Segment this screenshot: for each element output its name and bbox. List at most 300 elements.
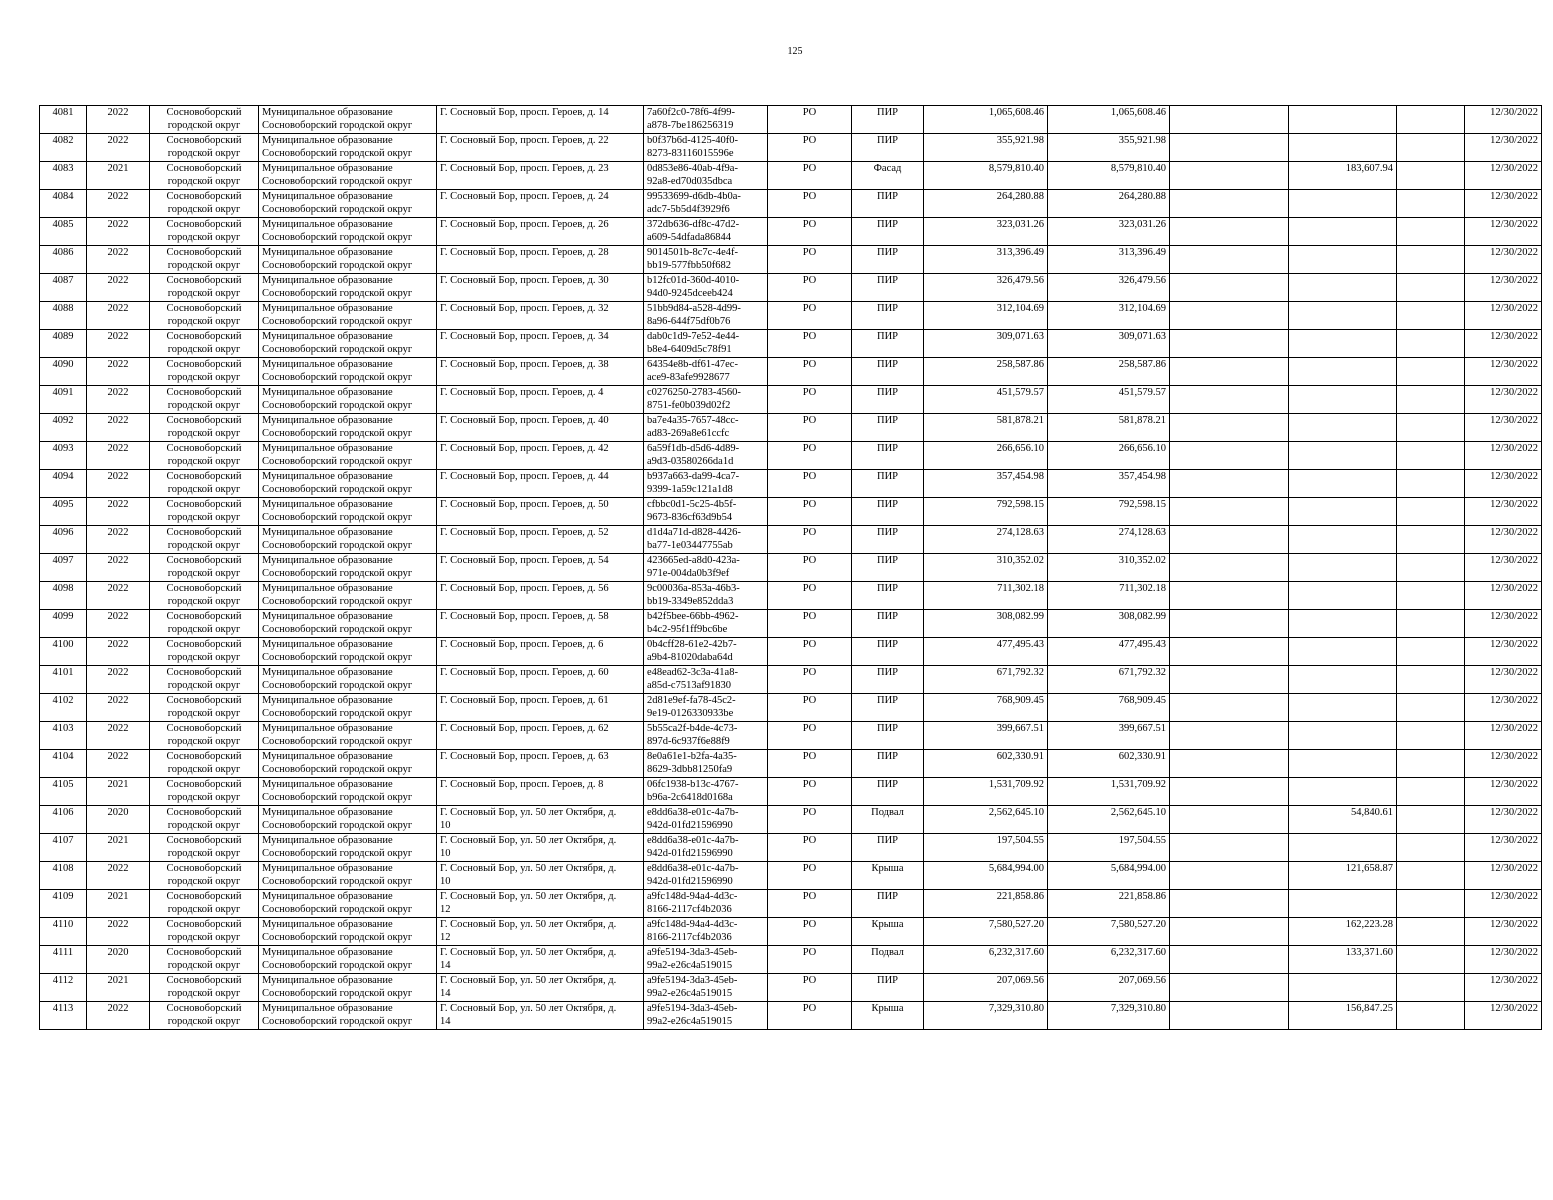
guid-text: e8dd6a38-e01c-4a7b- [647,863,739,874]
address-text: 14 [440,988,451,999]
total-sum-cell [924,330,1048,358]
row-number-cell [40,470,87,498]
work-type-cell [852,974,924,1002]
row-number-text: 4094 [52,471,74,482]
date-text: 12/30/2022 [1490,219,1538,230]
empty-cell [1170,162,1289,190]
extra-sum-cell [1289,218,1397,246]
address-cell [437,190,644,218]
extra-sum-cell [1289,414,1397,442]
year-text: 2020 [107,947,129,958]
work-type-text: ПИР [876,303,898,314]
year-text: 2021 [107,975,129,986]
row-number-cell [40,918,87,946]
empty-cell [1397,414,1465,442]
date-cell [1465,722,1542,750]
municipality-text: Сосновоборский [166,191,242,202]
entity-text: Муниципальное образование [262,303,393,314]
municipality-text: Сосновоборский [166,527,242,538]
entity-text: Сосновоборский городской округ [262,176,413,187]
funded-sum-text: 6,232,317.60 [1110,947,1166,958]
work-type-text: Крыша [871,1003,904,1014]
work-type-cell [852,218,924,246]
type-cell [768,638,852,666]
empty-cell [1170,722,1289,750]
municipality-text: Сосновоборский [166,975,242,986]
type-text: РО [802,107,817,118]
funded-sum-text: 309,071.63 [1118,331,1166,342]
municipality-text: городской округ [167,764,241,775]
entity-text: Сосновоборский городской округ [262,288,413,299]
entity-text: Сосновоборский городской округ [262,428,413,439]
work-type-cell [852,834,924,862]
address-text: Г. Сосновый Бор, просп. Героев, д. 30 [440,275,609,286]
guid-text: 9c00036a-853a-46b3- [647,583,740,594]
funded-sum-cell [1048,218,1170,246]
work-type-cell [852,470,924,498]
empty-cell [1397,330,1465,358]
row-number-text: 4089 [52,331,74,342]
address-text: Г. Сосновый Бор, просп. Героев, д. 38 [440,359,609,370]
type-text: РО [802,443,817,454]
funded-sum-cell [1048,694,1170,722]
funded-sum-cell [1048,806,1170,834]
extra-sum-cell [1289,834,1397,862]
entity-text: Муниципальное образование [262,555,393,566]
empty-cell [1397,1002,1465,1030]
municipality-cell [150,806,259,834]
municipality-text: Сосновоборский [166,611,242,622]
table-row [40,330,1542,358]
address-text: Г. Сосновый Бор, просп. Героев, д. 28 [440,247,609,258]
guid-cell [644,190,768,218]
date-cell [1465,918,1542,946]
guid-text: c0276250-2783-4560- [647,387,741,398]
municipality-text: Сосновоборский [166,891,242,902]
municipality-cell [150,834,259,862]
empty-cell [1170,554,1289,582]
address-text: Г. Сосновый Бор, просп. Героев, д. 34 [440,331,609,342]
address-cell [437,246,644,274]
extra-sum-cell [1289,946,1397,974]
address-text: Г. Сосновый Бор, просп. Героев, д. 63 [440,751,609,762]
guid-cell [644,806,768,834]
work-type-text: ПИР [876,667,898,678]
type-text: РО [802,947,817,958]
municipality-text: городской округ [167,232,241,243]
work-type-text: Подвал [871,947,904,958]
work-type-cell [852,582,924,610]
funded-sum-cell [1048,946,1170,974]
guid-text: ba77-1e03447755ab [647,540,733,551]
entity-text: Сосновоборский городской округ [262,372,413,383]
total-sum-text: 313,396.49 [996,247,1044,258]
funded-sum-text: 355,921.98 [1118,135,1166,146]
extra-sum-cell [1289,694,1397,722]
entity-cell [259,806,437,834]
year-text: 2022 [107,443,129,454]
extra-sum-cell [1289,498,1397,526]
year-text: 2021 [107,779,129,790]
date-text: 12/30/2022 [1490,527,1538,538]
table-row [40,470,1542,498]
address-cell [437,862,644,890]
type-cell [768,918,852,946]
funded-sum-text: 2,562,645.10 [1110,807,1166,818]
funded-sum-cell [1048,526,1170,554]
date-cell [1465,134,1542,162]
empty-cell [1170,470,1289,498]
work-type-text: ПИР [876,471,898,482]
empty-cell [1170,694,1289,722]
address-cell [437,638,644,666]
entity-cell [259,190,437,218]
type-text: РО [802,919,817,930]
empty-cell [1170,302,1289,330]
address-cell [437,582,644,610]
municipality-cell [150,694,259,722]
entity-text: Муниципальное образование [262,275,393,286]
guid-cell [644,358,768,386]
year-text: 2022 [107,751,129,762]
type-text: РО [802,555,817,566]
row-number-cell [40,946,87,974]
work-type-text: ПИР [876,891,898,902]
municipality-cell [150,638,259,666]
year-cell [87,414,150,442]
row-number-text: 4100 [52,639,74,650]
date-cell [1465,330,1542,358]
guid-cell [644,862,768,890]
total-sum-text: 309,071.63 [996,331,1044,342]
row-number-cell [40,106,87,134]
year-text: 2022 [107,499,129,510]
empty-cell [1397,750,1465,778]
guid-text: a9fc148d-94a4-4d3c- [647,919,738,930]
table-row [40,778,1542,806]
municipality-text: городской округ [167,512,241,523]
row-number-text: 4104 [52,751,74,762]
guid-text: a9d3-03580266da1d [647,456,734,467]
guid-text: 8629-3dbb81250fa9 [647,764,733,775]
funded-sum-text: 1,531,709.92 [1110,779,1166,790]
row-number-cell [40,638,87,666]
guid-text: 99a2-e26c4a519015 [647,1016,733,1027]
funded-sum-cell [1048,890,1170,918]
guid-text: 8273-83116015596e [647,148,734,159]
address-cell [437,946,644,974]
total-sum-text: 602,330.91 [996,751,1044,762]
total-sum-text: 258,587.86 [996,359,1044,370]
year-cell [87,358,150,386]
type-cell [768,358,852,386]
extra-sum-cell [1289,274,1397,302]
year-cell [87,750,150,778]
empty-cell [1170,498,1289,526]
extra-sum-cell [1289,918,1397,946]
address-cell [437,274,644,302]
work-type-cell [852,414,924,442]
type-cell [768,694,852,722]
year-text: 2022 [107,191,129,202]
empty-cell [1397,358,1465,386]
municipality-text: Сосновоборский [166,443,242,454]
municipality-cell [150,778,259,806]
total-sum-cell [924,106,1048,134]
guid-text: 64354e8b-df61-47ec- [647,359,738,370]
funded-sum-cell [1048,498,1170,526]
entity-text: Муниципальное образование [262,975,393,986]
entity-text: Сосновоборский городской округ [262,680,413,691]
entity-cell [259,218,437,246]
work-type-text: Крыша [871,919,904,930]
funded-sum-cell [1048,610,1170,638]
table-row [40,610,1542,638]
year-cell [87,722,150,750]
date-cell [1465,274,1542,302]
total-sum-cell [924,162,1048,190]
funded-sum-text: 197,504.55 [1118,835,1166,846]
work-type-text: ПИР [876,331,898,342]
total-sum-text: 8,579,810.40 [988,163,1044,174]
table-row [40,806,1542,834]
municipality-text: Сосновоборский [166,499,242,510]
guid-text: b8e4-6409d5c78f91 [647,344,732,355]
table-row [40,162,1542,190]
address-cell [437,918,644,946]
municipality-text: Сосновоборский [166,331,242,342]
work-type-cell [852,694,924,722]
date-cell [1465,526,1542,554]
entity-text: Сосновоборский городской округ [262,232,413,243]
total-sum-cell [924,470,1048,498]
work-type-cell [852,330,924,358]
address-cell [437,498,644,526]
entity-text: Сосновоборский городской округ [262,120,413,131]
total-sum-text: 5,684,994.00 [988,863,1044,874]
type-text: РО [802,1003,817,1014]
funded-sum-cell [1048,1002,1170,1030]
extra-sum-cell [1289,302,1397,330]
empty-cell [1397,190,1465,218]
entity-text: Сосновоборский городской округ [262,260,413,271]
entity-text: Муниципальное образование [262,247,393,258]
year-text: 2022 [107,583,129,594]
work-type-text: Крыша [871,863,904,874]
year-text: 2022 [107,219,129,230]
entity-cell [259,666,437,694]
extra-sum-cell [1289,974,1397,1002]
address-text: Г. Сосновый Бор, просп. Героев, д. 6 [440,639,604,650]
row-number-text: 4109 [52,891,74,902]
entity-text: Сосновоборский городской округ [262,540,413,551]
entity-cell [259,554,437,582]
year-cell [87,442,150,470]
year-text: 2022 [107,695,129,706]
municipality-cell [150,302,259,330]
municipality-text: Сосновоборский [166,947,242,958]
address-text: Г. Сосновый Бор, просп. Героев, д. 40 [440,415,609,426]
date-cell [1465,106,1542,134]
total-sum-text: 7,329,310.80 [988,1003,1044,1014]
type-text: РО [802,751,817,762]
work-type-cell [852,246,924,274]
entity-cell [259,610,437,638]
entity-cell [259,918,437,946]
empty-cell [1397,498,1465,526]
total-sum-text: 274,128.63 [996,527,1044,538]
empty-cell [1397,470,1465,498]
guid-text: 8166-2117cf4b2036 [647,904,732,915]
address-cell [437,218,644,246]
municipality-text: городской округ [167,904,241,915]
address-text: Г. Сосновый Бор, ул. 50 лет Октября, д. [440,947,617,958]
total-sum-cell [924,722,1048,750]
address-text: Г. Сосновый Бор, просп. Героев, д. 60 [440,667,609,678]
entity-cell [259,358,437,386]
date-cell [1465,890,1542,918]
address-cell [437,750,644,778]
entity-text: Сосновоборский городской округ [262,764,413,775]
row-number-cell [40,162,87,190]
empty-cell [1170,134,1289,162]
guid-cell [644,302,768,330]
date-text: 12/30/2022 [1490,751,1538,762]
guid-text: cfbbc0d1-5c25-4b5f- [647,499,737,510]
type-cell [768,862,852,890]
total-sum-cell [924,554,1048,582]
empty-cell [1170,386,1289,414]
work-type-text: ПИР [876,527,898,538]
date-text: 12/30/2022 [1490,723,1538,734]
funded-sum-text: 266,656.10 [1118,443,1166,454]
year-text: 2022 [107,471,129,482]
municipality-text: городской округ [167,344,241,355]
funded-sum-text: 581,878.21 [1118,415,1166,426]
row-number-cell [40,694,87,722]
municipality-cell [150,610,259,638]
guid-text: b0f37b6d-4125-40f0- [647,135,738,146]
type-text: РО [802,191,817,202]
guid-text: 92a8-ed70d035dbca [647,176,733,187]
entity-text: Муниципальное образование [262,135,393,146]
municipality-cell [150,414,259,442]
municipality-text: Сосновоборский [166,107,242,118]
empty-cell [1397,162,1465,190]
entity-text: Сосновоборский городской округ [262,876,413,887]
total-sum-text: 768,909.45 [996,695,1044,706]
municipality-cell [150,358,259,386]
guid-text: b12fc01d-360d-4010- [647,275,740,286]
funded-sum-cell [1048,554,1170,582]
municipality-text: городской округ [167,652,241,663]
address-text: 14 [440,960,451,971]
funded-sum-cell [1048,442,1170,470]
municipality-text: Сосновоборский [166,471,242,482]
guid-text: 99a2-e26c4a519015 [647,988,733,999]
type-cell [768,498,852,526]
empty-cell [1397,918,1465,946]
guid-text: 971e-004da0b3f9ef [647,568,730,579]
address-cell [437,610,644,638]
municipality-cell [150,722,259,750]
type-cell [768,526,852,554]
total-sum-cell [924,386,1048,414]
municipality-text: городской округ [167,260,241,271]
year-cell [87,274,150,302]
total-sum-text: 1,531,709.92 [988,779,1044,790]
row-number-text: 4105 [52,779,74,790]
row-number-cell [40,1002,87,1030]
entity-text: Сосновоборский городской округ [262,932,413,943]
guid-text: 99a2-e26c4a519015 [647,960,733,971]
empty-cell [1397,890,1465,918]
municipality-text: Сосновоборский [166,135,242,146]
municipality-cell [150,246,259,274]
guid-cell [644,274,768,302]
municipality-text: Сосновоборский [166,275,242,286]
guid-cell [644,106,768,134]
work-type-text: ПИР [876,695,898,706]
work-type-cell [852,862,924,890]
guid-text: bb19-577fbb50f682 [647,260,731,271]
type-text: РО [802,695,817,706]
address-text: Г. Сосновый Бор, ул. 50 лет Октября, д. [440,975,617,986]
guid-text: 6a59f1db-d5d6-4d89- [647,443,740,454]
entity-text: Сосновоборский городской округ [262,344,413,355]
row-number-text: 4108 [52,863,74,874]
entity-text: Сосновоборский городской округ [262,960,413,971]
guid-text: 9e19-0126330933be [647,708,734,719]
funded-sum-cell [1048,918,1170,946]
year-text: 2022 [107,415,129,426]
extra-sum-cell [1289,358,1397,386]
funded-sum-text: 768,909.45 [1118,695,1166,706]
guid-text: 942d-01fd21596990 [647,848,733,859]
date-cell [1465,582,1542,610]
total-sum-cell [924,694,1048,722]
entity-cell [259,106,437,134]
address-cell [437,806,644,834]
municipality-text: городской округ [167,568,241,579]
type-cell [768,190,852,218]
municipality-cell [150,582,259,610]
address-text: Г. Сосновый Бор, просп. Героев, д. 14 [440,107,609,118]
municipality-text: городской округ [167,288,241,299]
municipality-text: Сосновоборский [166,751,242,762]
date-text: 12/30/2022 [1490,975,1538,986]
municipality-cell [150,918,259,946]
funded-sum-text: 477,495.43 [1118,639,1166,650]
row-number-text: 4091 [52,387,74,398]
work-type-text: ПИР [876,191,898,202]
empty-cell [1170,862,1289,890]
extra-sum-cell [1289,106,1397,134]
empty-cell [1170,442,1289,470]
municipality-cell [150,162,259,190]
year-text: 2022 [107,247,129,258]
guid-cell [644,582,768,610]
guid-cell [644,162,768,190]
row-number-text: 4102 [52,695,74,706]
work-type-text: ПИР [876,359,898,370]
table-row [40,582,1542,610]
type-text: РО [802,471,817,482]
address-cell [437,442,644,470]
row-number-text: 4081 [52,107,74,118]
empty-cell [1170,526,1289,554]
work-type-text: ПИР [876,975,898,986]
